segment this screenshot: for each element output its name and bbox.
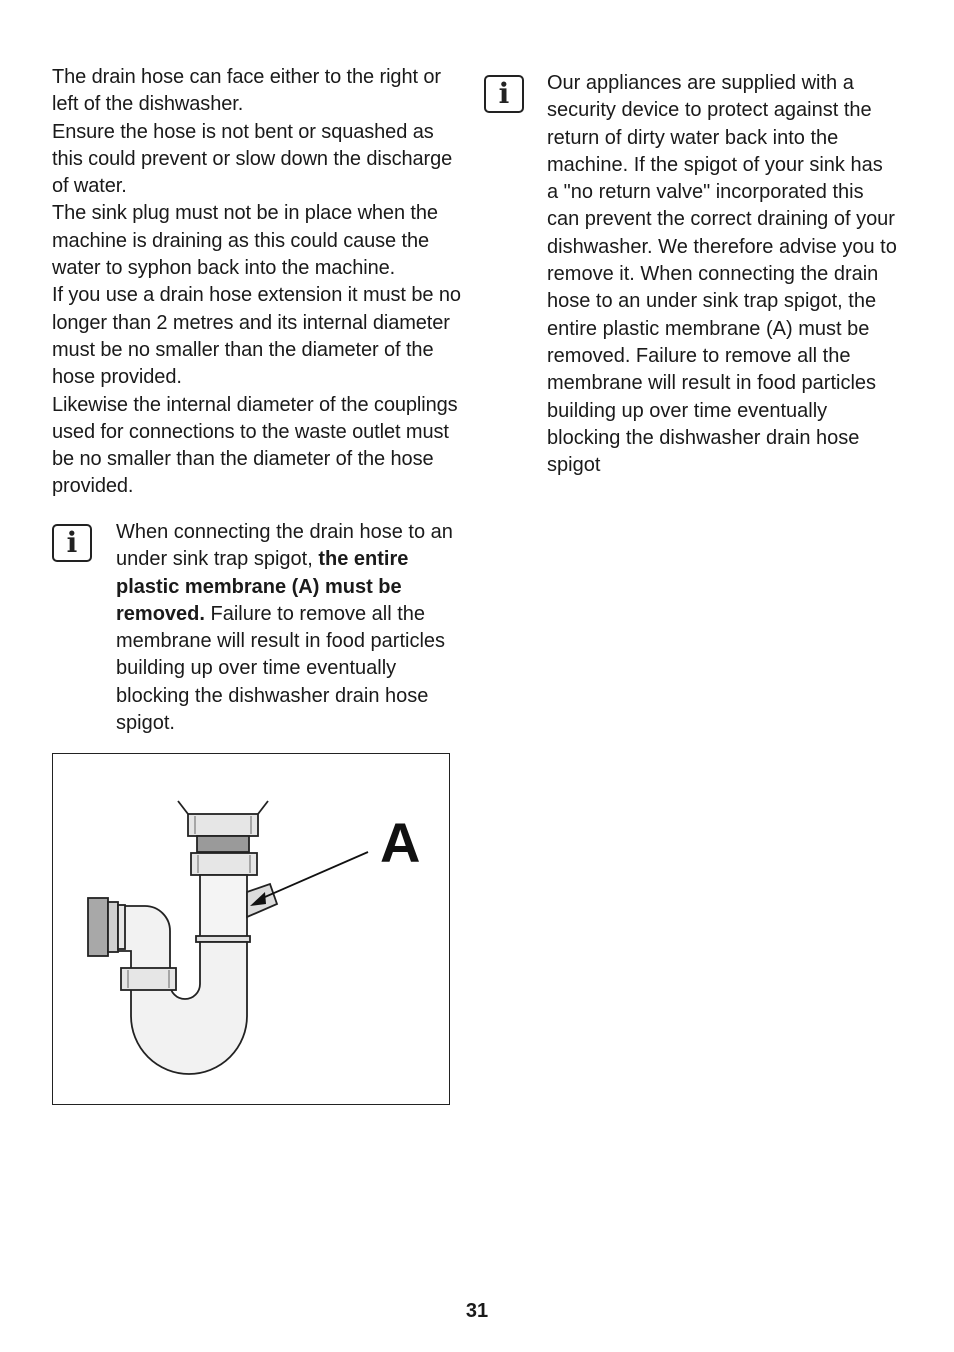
left-column-text [52, 64, 464, 501]
info-icon: i [52, 524, 92, 562]
page-number: 31 [465, 1300, 489, 1322]
paragraph-extension: If you use a drain hose extension it must be no longer than 2 metres and its internal diameter must be no smaller than the diameter of the hose provided. [52, 284, 461, 389]
note-left-rest: Failure to remove all the membrane will result in food particles building up over time eventually blocking the dishwasher drain hose spigot. [116, 602, 446, 735]
paragraph-couplings: Likewise the internal diameter of the couplings used for connections to the waste outlet must be no smaller than the diameter of the hose provided. [52, 393, 458, 498]
paragraph-drain-direction: The drain hose can face either to the right or left of the dishwasher. [52, 66, 441, 116]
sink-trap-illustration [53, 754, 448, 1103]
note-left-text [116, 519, 464, 737]
membrane-label: A [380, 811, 421, 874]
note-right-text: Our appliances are supplied with a security device to protect against the return of dirty water back into the machine. If the spigot of your sink has a "no return valve" incorporated this can prevent the correct draining of your dishwasher. We therefore advise you to remove it. When connecting the drain hose to an under sink trap spigot, the entire plastic membrane (A) must be removed. Failure to remove all the membrane will result in food particles building up over time eventually blocking the dishwasher drain hose spigot [547, 72, 897, 477]
sink-trap-figure [52, 753, 450, 1105]
note-left-bold: the entire plastic membrane (A) must be removed. [116, 548, 409, 625]
paragraph-hose-bent: Ensure the hose is not bent or squashed as this could prevent or slow down the discharge of water. [52, 120, 453, 198]
info-icon: i [484, 75, 524, 113]
note-left-intro: When connecting the drain hose to an under sink trap spigot, [116, 521, 453, 571]
paragraph-sink-plug: The sink plug must not be in place when the machine is draining as this could cause the water to syphon back into the machine. [52, 202, 438, 280]
